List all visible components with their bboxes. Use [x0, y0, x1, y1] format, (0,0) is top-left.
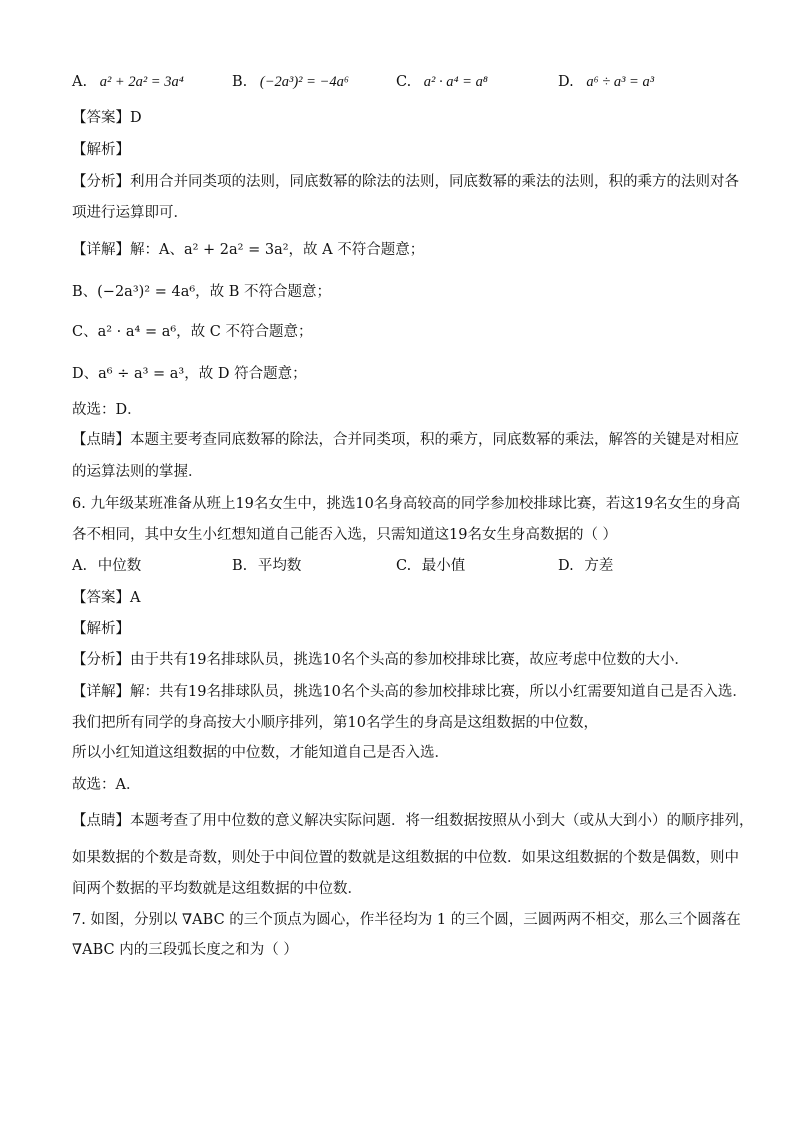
q6-stem-line: 6. 九年级某班准备从班上19名女生中，挑选10名身高较高的同学参加校排球比赛，若这19名女生的身高	[72, 496, 741, 512]
q6-stem-line: 各不相同，其中女生小红想知道自己能否入选，只需知道这19名女生身高数据的（ ）	[72, 527, 618, 543]
q5-comment-line: 【点睛】本题主要考查同底数幂的除法，合并同类项，积的乘方，同底数幂的乘法，解答的关键是对相应	[72, 432, 739, 448]
q6-option-a	[72, 556, 141, 576]
q5-option-c	[396, 72, 488, 92]
q5-choose: 故选：D．	[72, 402, 142, 418]
q6-comment-line: 如果数据的个数是奇数，则处于中间位置的数就是这组数据的中位数．如果这组数据的个数是偶数，则中	[72, 850, 739, 866]
q5-detail-line: 【详解】解：A、a² + 2a² = 3a²，故 A 不符合题意；	[72, 242, 425, 258]
q5-option-d	[558, 72, 654, 92]
q6-detail-line: 所以小红知道这组数据的中位数，才能知道自己是否入选．	[72, 745, 449, 761]
option-text: 方差	[584, 558, 614, 574]
option-label: A.	[72, 74, 88, 90]
q5-comment-line: 的运算法则的掌握．	[72, 464, 203, 480]
q5-answer: 【答案】D	[72, 110, 142, 126]
q5-detail-line: C、a² · a⁴ = a⁶，故 C 不符合题意；	[72, 324, 313, 340]
option-label: B.	[232, 558, 248, 574]
option-text: 最小值	[421, 558, 466, 574]
option-label: C.	[396, 74, 412, 90]
q5-analysis-heading: 【解析】	[72, 142, 130, 158]
option-text: 平均数	[257, 558, 302, 574]
option-expression: (−2a³)² = −4a⁶	[259, 74, 349, 90]
option-label: A.	[72, 558, 88, 574]
q5-detail-line: B、(−2a³)² = 4a⁶，故 B 不符合题意；	[72, 284, 332, 300]
q6-analysis-line: 【分析】由于共有19名排球队员，挑选10名个头高的参加校排球比赛，故应考虑中位数的大小．	[72, 652, 689, 668]
q5-analysis-line: 【分析】利用合并同类项的法则，同底数幂的除法的法则，同底数幂的乘法的法则，积的乘方的法则对各	[72, 174, 739, 190]
option-expression: a² + 2a² = 3a⁴	[99, 74, 184, 90]
option-label: B.	[232, 74, 248, 90]
option-expression: a⁶ ÷ a³ = a³	[586, 74, 655, 90]
q5-detail-line: D、a⁶ ÷ a³ = a³，故 D 符合题意；	[72, 366, 307, 382]
q5-analysis-line: 项进行运算即可．	[72, 205, 188, 221]
option-text: 中位数	[97, 558, 142, 574]
option-label: D.	[558, 74, 574, 90]
option-label: C.	[396, 558, 412, 574]
q6-option-c	[396, 556, 465, 576]
q6-comment-line: 【点睛】本题考查了用中位数的意义解决实际问题．将一组数据按照从小到大（或从大到小）的顺序排列，	[72, 813, 754, 829]
option-label: D.	[558, 558, 574, 574]
q7-stem-line: ∇ABC 内的三段弧长度之和为（ ）	[72, 942, 298, 958]
option-expression: a² · a⁴ = a⁸	[423, 74, 488, 90]
q6-option-b	[232, 556, 301, 576]
q5-option-b	[232, 72, 349, 92]
q6-comment-line: 间两个数据的平均数就是这组数据的中位数．	[72, 881, 362, 897]
q6-option-d	[558, 556, 613, 576]
q6-choose: 故选：A．	[72, 777, 141, 793]
q6-analysis-heading: 【解析】	[72, 621, 130, 637]
q6-answer: 【答案】A	[72, 590, 141, 606]
q6-detail-line: 我们把所有同学的身高按大小顺序排列，第10名学生的身高是这组数据的中位数，	[72, 715, 598, 731]
q7-stem-line: 7. 如图，分别以 ∇ABC 的三个顶点为圆心，作半径均为 1 的三个圆，三圆两两不相交，那么三个圆落在	[72, 912, 741, 928]
q6-detail-line: 【详解】解：共有19名排球队员，挑选10名个头高的参加校排球比赛，所以小红需要知道自己是否入选．	[72, 684, 747, 700]
q5-option-a	[72, 72, 184, 92]
